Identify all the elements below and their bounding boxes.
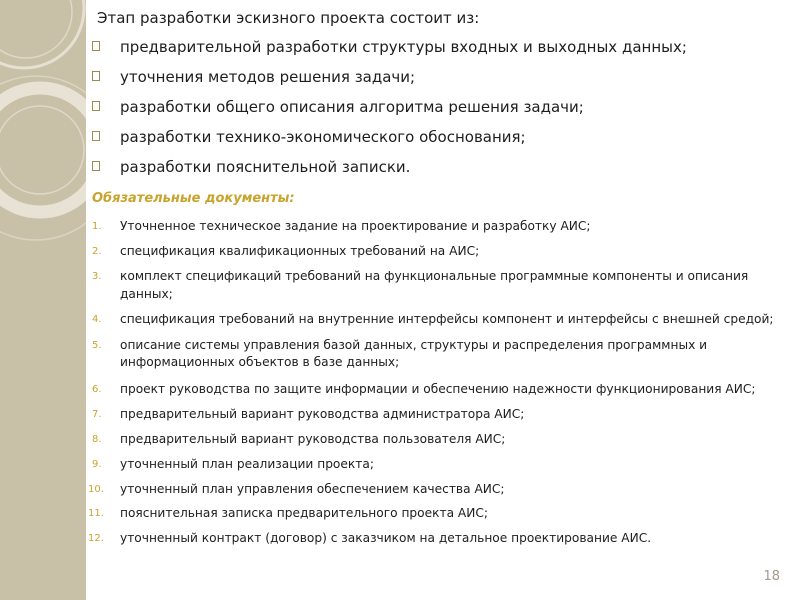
document-number: 12. [88,533,104,544]
bullet-icon [92,161,100,171]
document-item: спецификация квалификационных требований на АИС; [120,244,480,258]
document-item: уточненный план реализации проекта; [120,457,374,471]
required-documents-heading: Обязательные документы: [92,191,295,206]
bullet-text: разработки пояснительной записки. [120,158,411,176]
document-item: пояснительная записка предварительного проекта АИС; [120,506,488,520]
document-item: уточненный контракт (договор) с заказчиком на детальное проектирование АИС. [120,531,652,545]
document-item: проект руководства по защите информации и обеспечению надежности функционирования АИС; [120,382,756,396]
document-item: предварительный вариант руководства администратора АИС; [120,407,525,421]
document-number: 5. [92,340,102,351]
document-number: 3. [92,271,102,282]
page-number: 18 [763,569,780,584]
document-number: 11. [88,508,104,519]
document-item-continuation: информационных объектов в базе данных; [120,355,400,369]
bullet-text: уточнения методов решения задачи; [120,68,416,86]
document-number: 6. [92,384,102,395]
document-number: 7. [92,409,102,420]
bullet-text: предварительной разработки структуры входных и выходных данных; [120,38,687,56]
document-number: 1. [92,221,102,232]
document-item: описание системы управления базой данных, структуры и распределения программных и [120,338,708,352]
document-item-continuation: данных; [120,287,173,301]
document-item: спецификация требований на внутренние интерфейсы компонент и интерфейсы с внешней средой; [120,312,774,326]
bullet-icon [92,131,100,141]
document-item: комплект спецификаций требований на функциональные программные компоненты и описания [120,269,749,283]
document-number: 9. [92,459,102,470]
bullet-icon [92,41,100,51]
decorative-circles [0,0,86,600]
decorative-sidebar [0,0,86,600]
intro-text: Этап разработки эскизного проекта состоит из: [97,9,480,27]
bullet-icon [92,71,100,81]
document-item: уточненный план управления обеспечением качества АИС; [120,482,505,496]
document-item: предварительный вариант руководства пользователя АИС; [120,432,506,446]
bullet-icon [92,101,100,111]
document-number: 10. [88,484,104,495]
document-item: Уточненное техническое задание на проектирование и разработку АИС; [120,219,591,233]
document-number: 2. [92,246,102,257]
bullet-text: разработки технико-экономического обоснования; [120,128,526,146]
bullet-text: разработки общего описания алгоритма решения задачи; [120,98,584,116]
document-number: 4. [92,314,102,325]
document-number: 8. [92,434,102,445]
